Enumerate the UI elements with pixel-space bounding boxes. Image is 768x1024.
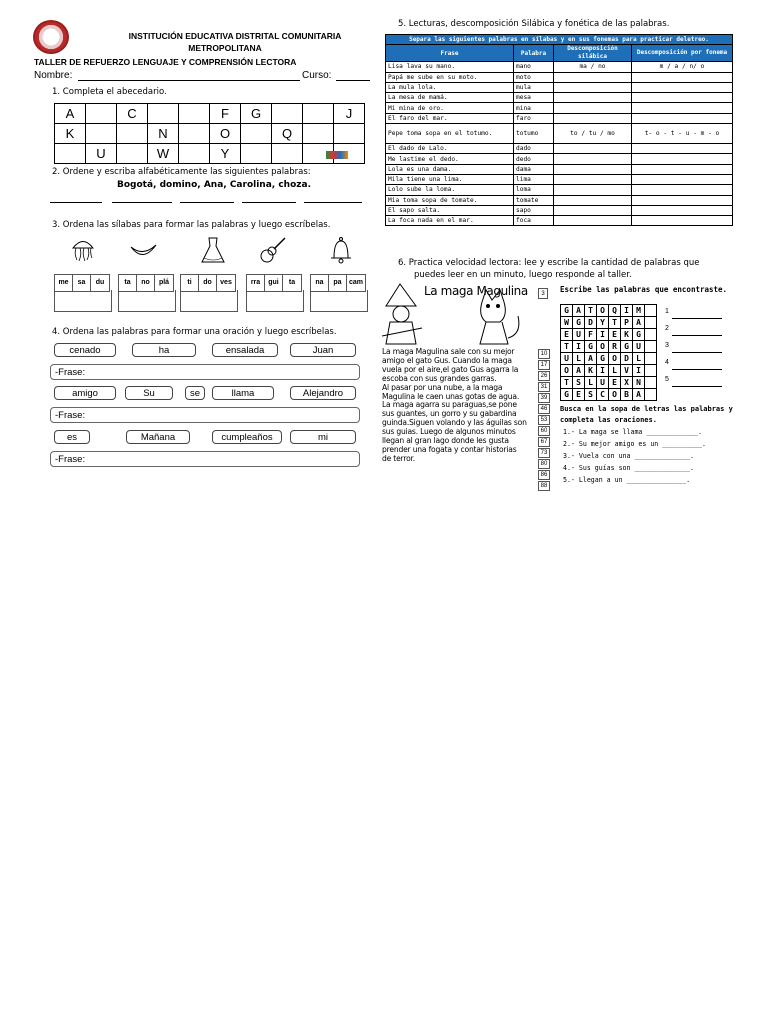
table-row [386,164,733,174]
complete-title: Busca en la sopa de letras las palabras y [560,405,733,413]
phrase-cell: El sapo salta. [386,205,514,215]
guitar-icon [258,235,288,265]
phoneme-cell[interactable]: t- o - t - u - m - o [632,124,733,144]
wordsearch-blank[interactable] [645,353,657,365]
alphabet-blank[interactable] [334,124,365,144]
alphabet-letter: N [148,124,179,144]
syllable-cell[interactable] [554,174,632,184]
table-row [386,124,733,144]
table-row [386,154,733,164]
wordsearch-letter[interactable]: K [585,365,597,377]
word-tile[interactable]: Juan [290,343,356,357]
word-cell: mano [514,62,554,72]
wordsearch-letter[interactable]: G [561,389,573,401]
word-cell: totumo [514,124,554,144]
syllable: sa [73,275,91,291]
wordsearch-letter[interactable]: Y [597,317,609,329]
phrase-cell: La mesa de mamá. [386,93,514,103]
table-row [386,185,733,195]
syllable-answer-box[interactable] [310,290,368,312]
wordsearch-letter[interactable]: U [573,329,585,341]
sentence-item[interactable]: 2.- Su mejor amigo es un __________. [563,440,706,448]
phrase-cell: El faro del mar. [386,113,514,123]
wordsearch-letter[interactable]: L [585,377,597,389]
syllable-answer-box[interactable] [180,290,238,312]
sentence-item[interactable]: 3.- Vuela con una ______________. [563,452,695,460]
table-row [386,103,733,113]
wordsearch-letter[interactable]: D [585,317,597,329]
word-tile[interactable]: mi [290,430,356,444]
syllable-cell[interactable] [554,216,632,226]
wordsearch-blank[interactable] [645,317,657,329]
alphabet-blank[interactable] [303,104,334,124]
alphabet-blank[interactable] [179,144,210,164]
answer-line[interactable] [112,202,172,203]
wordsearch-letter[interactable]: T [585,305,597,317]
col-header: Frase [386,45,514,62]
wordsearch-letter[interactable]: I [597,329,609,341]
word-cell: moto [514,72,554,82]
question-2-title: 2. Ordene y escriba alfabéticamente las siguientes palabras: [52,167,311,177]
word-cell: lima [514,174,554,184]
word-cell: mula [514,82,554,92]
word-tile[interactable]: Mañana [126,430,190,444]
syllable: rra [247,275,265,291]
syllable-answer-box[interactable] [54,290,112,312]
phoneme-cell[interactable] [632,174,733,184]
wordsearch-letter[interactable]: E [609,329,621,341]
wordsearch-letter[interactable]: O [561,365,573,377]
syllable-answer-box[interactable] [246,290,304,312]
phrase-cell: Me lastime el dedo. [386,154,514,164]
col-header: Palabra [514,45,554,62]
question-5-title: 5. Lecturas, descomposición Silábica y fonética de las palabras. [398,19,670,29]
word-cell: tomate [514,195,554,205]
answer-number: 1 [665,308,669,315]
table-row [386,205,733,215]
wordsearch-letter[interactable]: O [609,389,621,401]
alphabet-letter: K [55,124,86,144]
word-cell: foca [514,216,554,226]
phrase-cell: Mia toma sopa de tomate. [386,195,514,205]
wordsearch-letter[interactable]: G [585,341,597,353]
alphabet-blank[interactable] [241,144,272,164]
wordsearch-letter[interactable]: X [621,377,633,389]
wordsearch-letter[interactable]: E [573,389,585,401]
phoneme-cell[interactable]: m / a / n/ o [632,62,733,72]
syllable-cell[interactable] [554,72,632,82]
phrase-cell: Lolo sube la loma. [386,185,514,195]
word-count: 46 [538,404,550,414]
syllable-table [385,34,733,226]
alphabet-letter: Q [272,124,303,144]
word-count: 31 [538,382,550,392]
syllable: pa [329,275,347,291]
wordsearch-blank[interactable] [645,305,657,317]
word-count: 73 [538,448,550,458]
phoneme-cell[interactable] [632,195,733,205]
alphabet-letter: O [210,124,241,144]
wordsearch-letter[interactable]: M [633,305,645,317]
answer-number: 3 [665,342,669,349]
question-2-words: Bogotá, domino, Ana, Carolina, choza. [117,180,311,190]
story-title: La maga Magulina [424,284,528,298]
alphabet-blank[interactable] [86,124,117,144]
word-cell: mesa [514,93,554,103]
institution-name: INSTITUCIÓN EDUCATIVA DISTRITAL COMUNITARIA [128,31,342,41]
word-cell: dado [514,144,554,154]
phrase-cell: Mi mina de oro. [386,103,514,113]
syllable-cell[interactable] [554,144,632,154]
phrase-cell: Lola es una dama. [386,164,514,174]
word-tile[interactable]: llama [212,386,274,400]
wordsearch-letter[interactable]: W [561,317,573,329]
alphabet-letter: Y [210,144,241,164]
answer-line[interactable] [180,202,234,203]
phoneme-cell[interactable] [632,154,733,164]
sentence-item[interactable]: 1.- La maga se llama _____________. [563,428,702,436]
sentence-field-2[interactable]: -Frase: [50,407,360,423]
wordsearch-letter[interactable]: D [621,353,633,365]
wordsearch-letter[interactable]: A [585,353,597,365]
wordsearch-letter[interactable]: A [573,365,585,377]
word-count: 67 [538,437,550,447]
wordsearch-letter[interactable]: T [609,317,621,329]
question-6-title-2: puedes leer en un minuto, luego responde al taller. [414,270,632,280]
school-logo [33,20,69,54]
name-field[interactable] [78,80,300,81]
wordsearch-letter[interactable]: G [573,317,585,329]
wordsearch-letter[interactable]: F [585,329,597,341]
syllable-cell[interactable] [554,205,632,215]
wordsearch-letter[interactable]: I [597,365,609,377]
alphabet-blank[interactable] [179,104,210,124]
alphabet-letter: C [117,104,148,124]
story-line: Magulina le caen unas gotas de agua. [382,391,520,401]
word-tile[interactable]: ha [132,343,196,357]
wordsearch-blank[interactable] [645,389,657,401]
alphabet-blank[interactable] [179,124,210,144]
wordsearch-letter[interactable]: T [561,341,573,353]
word-tile[interactable]: amigo [54,386,116,400]
col-header: Descomposición silábica [554,45,632,62]
phoneme-cell[interactable] [632,93,733,103]
alphabet-blank[interactable] [148,104,179,124]
wordsearch-letter[interactable]: T [561,377,573,389]
sentence-item[interactable]: 4.- Sus guías son ______________. [563,464,695,472]
alphabet-blank[interactable] [241,124,272,144]
phoneme-cell[interactable] [632,113,733,123]
wordsearch-letter[interactable]: P [621,317,633,329]
word-search-grid[interactable] [560,304,657,401]
syllable: me [55,275,73,291]
answer-number: 2 [665,325,669,332]
story-line: La maga agarra su paraguas,se pone [382,400,517,410]
word-tile[interactable]: Su [125,386,173,400]
complete-title-2: completa las oraciones. [560,416,657,424]
syllable: gui [265,275,283,291]
alphabet-blank[interactable] [272,104,303,124]
story-line: vuela por el aire,el gato Gus agarra la [382,364,519,374]
phoneme-cell[interactable] [632,103,733,113]
wordsearch-letter[interactable]: V [621,365,633,377]
alphabet-blank[interactable] [117,124,148,144]
story-line: amigo el gato Gus. Cuando la maga [382,355,512,365]
wordsearch-letter[interactable]: G [621,341,633,353]
wordsearch-blank[interactable] [645,329,657,341]
table-row [386,174,733,184]
table-row [386,62,733,72]
workshop-title: TALLER DE REFUERZO LENGUAJE Y COMPRENSIÓN LECTORA [34,57,297,67]
wordsearch-letter[interactable]: A [633,317,645,329]
alphabet-letter: U [86,144,117,164]
answer-number: 5 [665,376,669,383]
answer-line[interactable] [672,352,722,353]
course-field[interactable] [336,80,370,81]
phoneme-cell[interactable] [632,185,733,195]
phoneme-cell[interactable] [632,164,733,174]
wordsearch-letter[interactable]: S [585,389,597,401]
wordsearch-letter[interactable]: I [633,365,645,377]
word-count: 17 [538,360,550,370]
story-line: de terror. [382,453,415,463]
wordsearch-letter[interactable]: A [573,305,585,317]
phoneme-cell[interactable] [632,144,733,154]
wordsearch-letter[interactable]: S [573,377,585,389]
alphabet-blank[interactable] [86,104,117,124]
wordsearch-letter[interactable]: C [597,389,609,401]
wordsearch-letter[interactable]: G [597,353,609,365]
answer-line[interactable] [50,202,102,203]
dress-icon [198,235,228,265]
wordsearch-title: Escribe las palabras que encontraste. [560,285,728,294]
wordsearch-letter[interactable]: L [573,353,585,365]
banana-icon [128,235,158,265]
wordsearch-letter[interactable]: A [633,389,645,401]
table-row [386,82,733,92]
table-row [386,195,733,205]
alphabet-letter: A [55,104,86,124]
wordsearch-letter[interactable]: E [561,329,573,341]
word-counts [538,349,550,492]
col-header: Descomposición por fonema [632,45,733,62]
wordsearch-letter[interactable]: L [633,353,645,365]
syllable: na [311,275,329,291]
word-cell: dama [514,164,554,174]
story-text [382,348,537,464]
name-label: Nombre: [34,70,73,81]
table-row [386,216,733,226]
table-row [386,72,733,82]
wordsearch-blank[interactable] [645,377,657,389]
word-tile[interactable]: cenado [54,343,116,357]
syllable-cell[interactable]: ma / no [554,62,632,72]
question-1-title: 1. Completa el abecedario. [52,87,167,97]
syllable-answer-box[interactable] [118,290,176,312]
question-4-title: 4. Ordena las palabras para formar una oración y luego escríbelas. [52,327,337,337]
syllable-cell[interactable] [554,113,632,123]
syllable-cell[interactable] [554,82,632,92]
word-tile[interactable]: ensalada [212,343,278,357]
table-row [386,93,733,103]
phrase-cell: La mula lola. [386,82,514,92]
syllable: do [199,275,217,291]
phoneme-cell[interactable] [632,72,733,82]
wordsearch-letter[interactable]: G [561,305,573,317]
phoneme-cell[interactable] [632,82,733,92]
syllable: ta [288,279,296,286]
wordsearch-letter[interactable]: U [597,377,609,389]
word-count: 53 [538,415,550,425]
alphabet-blank[interactable] [272,144,303,164]
word-tile[interactable]: es [54,430,90,444]
syllable: ti [181,275,199,291]
syllable: cam [348,279,363,286]
syllable: du [95,279,105,286]
alphabet-grid [54,103,365,164]
answer-line[interactable] [672,369,722,370]
wordsearch-letter[interactable]: Q [609,305,621,317]
sentence-field-1[interactable]: -Frase: [50,364,360,380]
wordsearch-letter[interactable]: O [597,341,609,353]
alphabet-blank[interactable] [303,124,334,144]
answer-number: 4 [665,359,669,366]
story-line: sus guias. Luego de algunos minutos [382,427,516,437]
word-tile[interactable]: Alejandro [290,386,356,400]
phrase-cell: La foca nada en el mar. [386,216,514,226]
wordsearch-letter[interactable]: R [609,341,621,353]
sentence-item[interactable]: 5.- Llegan a un _______________. [563,476,691,484]
word-count: 88 [538,481,550,491]
course-label: Curso: [302,70,332,81]
word-cell: mina [514,103,554,113]
answer-line[interactable] [242,202,296,203]
syllable-cell[interactable]: to / tu / mo [554,124,632,144]
alphabet-letter: W [148,144,179,164]
question-3-title: 3. Ordena las sílabas para formar las palabras y luego escríbelas. [52,220,331,230]
wordsearch-letter[interactable]: E [609,377,621,389]
alphabet-blank[interactable] [117,144,148,164]
table-banner: Separa las siguientes palabras en sílabas y en sus fonemas para practicar deletreo. [386,35,733,45]
word-cell: loma [514,185,554,195]
word-count: 10 [538,349,550,359]
alphabet-letter: J [334,104,365,124]
word-count: 26 [538,371,550,381]
syllable-cell[interactable] [554,164,632,174]
story-line: prender una fogata y contar historias [382,444,517,454]
phoneme-cell[interactable] [632,216,733,226]
wordsearch-letter[interactable]: U [633,341,645,353]
decoration-icon [326,151,348,159]
phrase-cell: Mila tiene una lima. [386,174,514,184]
alphabet-letter: F [210,104,241,124]
syllable: ves [220,279,232,286]
syllable: no [137,275,155,291]
table-row [386,113,733,123]
answer-line[interactable] [672,335,722,336]
wordsearch-letter[interactable]: I [573,341,585,353]
answer-line[interactable] [304,202,362,203]
word-tile[interactable]: se [185,386,205,400]
sentence-field-3[interactable]: -Frase: [50,451,360,467]
wordsearch-letter[interactable]: G [633,329,645,341]
wordsearch-letter[interactable]: L [609,365,621,377]
syllable: plá [158,279,170,286]
wordsearch-letter[interactable]: I [621,305,633,317]
wordsearch-letter[interactable]: O [609,353,621,365]
jellyfish-icon [68,235,98,265]
title-word-count: 3 [538,288,548,299]
word-tile[interactable]: cumpleaños [212,430,282,444]
syllable-cell[interactable] [554,93,632,103]
story-line: Al pasar por una nube, a la maga [382,382,503,392]
wordsearch-letter[interactable]: O [597,305,609,317]
wordsearch-letter[interactable]: N [633,377,645,389]
syllable-cell[interactable] [554,103,632,113]
alphabet-blank[interactable] [55,144,86,164]
story-line: escoba con sus grandes garras. [382,373,497,383]
answer-line[interactable] [672,318,722,319]
syllable-cell[interactable] [554,195,632,205]
bell-icon [326,235,356,265]
phrase-cell: Pepe toma sopa en el totumo. [386,124,514,144]
story-line: guinda.Siguen volando y las águilas son [382,418,527,428]
question-6-title: 6. Practica velocidad lectora: lee y escribe la cantidad de palabras que [398,258,700,268]
word-count: 60 [538,426,550,436]
syllable: ta [119,275,137,291]
word-cell: dedo [514,154,554,164]
institution-name-2: METROPOLITANA [188,43,262,53]
worksheet [0,0,768,500]
word-count: 80 [538,459,550,469]
syllable-cell[interactable] [554,185,632,195]
phrase-cell: Papá me sube en su moto. [386,72,514,82]
syllable-cell[interactable] [554,154,632,164]
wordsearch-letter[interactable]: B [621,389,633,401]
wordsearch-letter[interactable]: U [561,353,573,365]
phrase-cell: El dado de Lalo. [386,144,514,154]
alphabet-letter: G [241,104,272,124]
word-cell: faro [514,113,554,123]
story-line: sus guantes, un gorro y su gabardina [382,409,517,419]
word-count: 86 [538,470,550,480]
story-line: llegan al gran lago donde les gusta [382,436,509,446]
answer-line[interactable] [672,386,722,387]
wordsearch-blank[interactable] [645,365,657,377]
phoneme-cell[interactable] [632,205,733,215]
word-cell: sapo [514,205,554,215]
word-count: 39 [538,393,550,403]
table-row [386,144,733,154]
wordsearch-blank[interactable] [645,341,657,353]
phrase-cell: Lisa lava su mano. [386,62,514,72]
story-line: La maga Magulina sale con su mejor [382,347,515,356]
wordsearch-letter[interactable]: K [621,329,633,341]
